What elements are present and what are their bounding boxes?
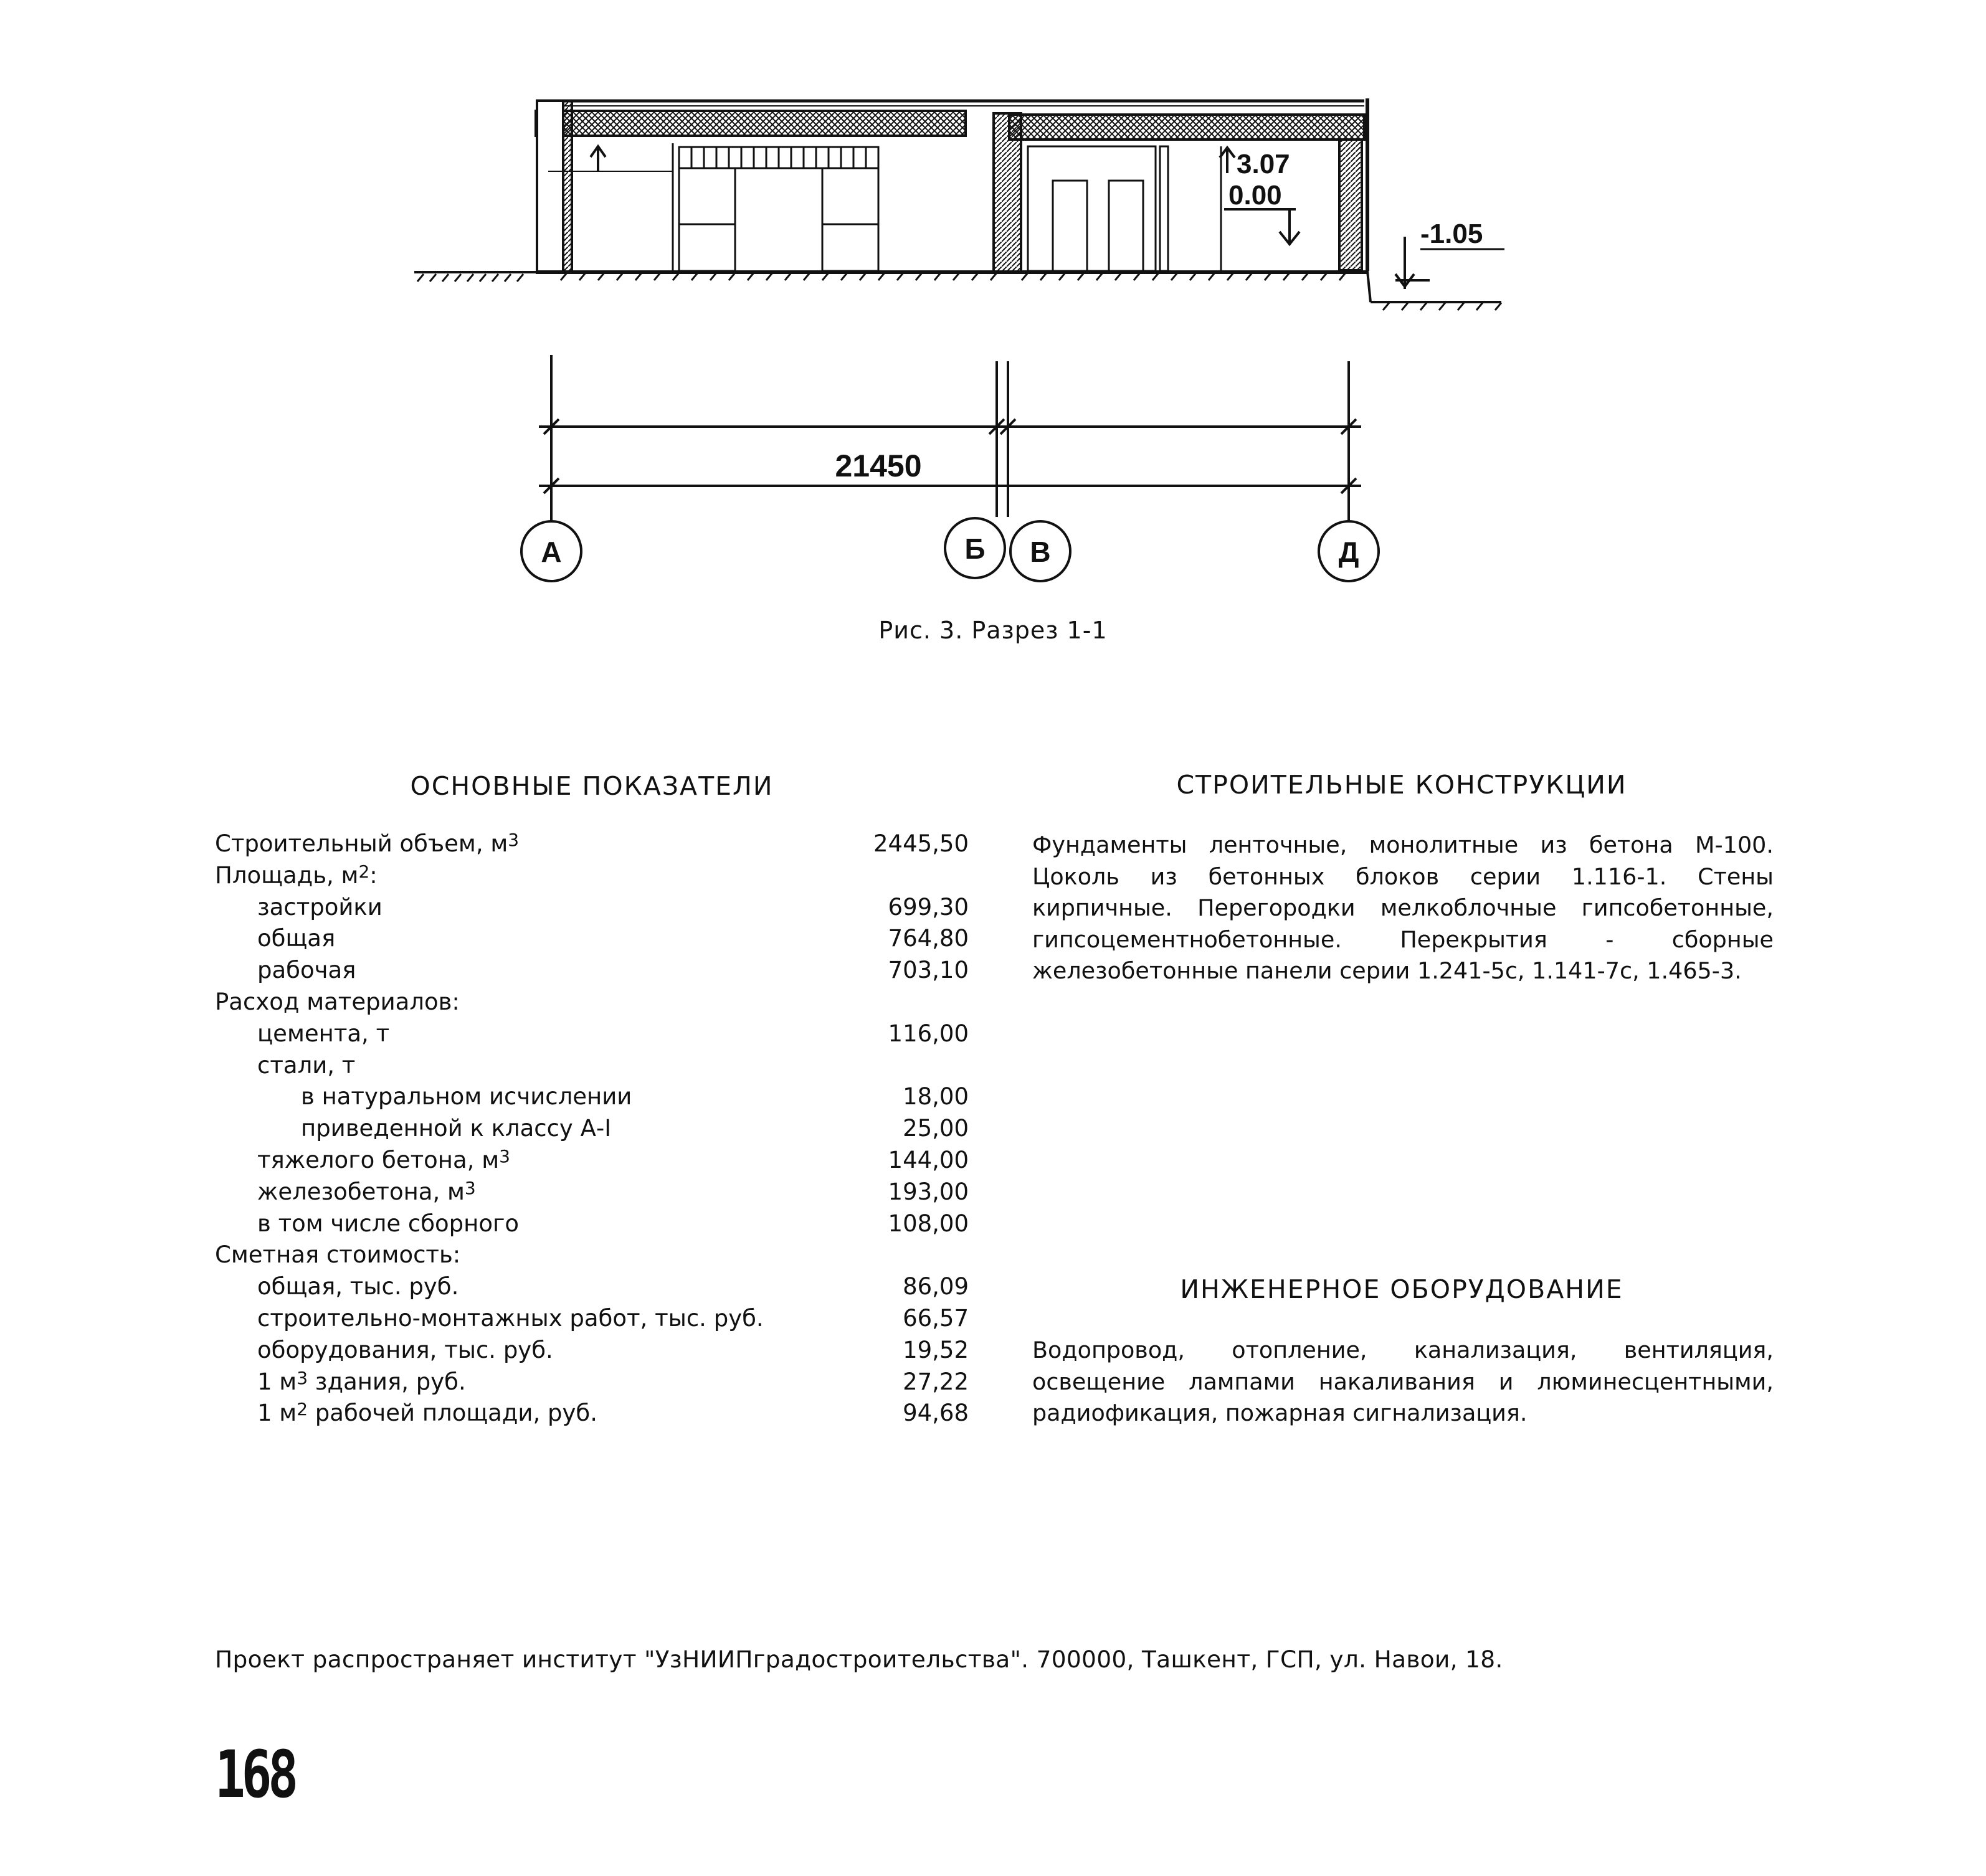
indicator-row — [215, 1081, 969, 1113]
indicator-row — [215, 1145, 969, 1177]
indicator-row — [215, 955, 969, 987]
section-drawing — [399, 87, 1520, 598]
indicator-label: рабочая — [257, 957, 356, 984]
constructions-heading: СТРОИТЕЛЬНЫЕ КОНСТРУКЦИИ — [1176, 770, 1627, 800]
indicator-label: общая, тыс. руб. — [257, 1273, 459, 1300]
elevation-label-zero: 0.00 — [1228, 180, 1282, 211]
dimension-lines — [539, 355, 1361, 536]
page-number: 168 — [215, 1736, 295, 1812]
ground-hatch — [417, 273, 1501, 310]
indicator-label: тяжелого бетона, $м^3$ — [257, 1145, 510, 1173]
indicator-label: Расход материалов: — [215, 988, 460, 1015]
indicator-label: в натуральном исчислении — [301, 1083, 632, 1111]
engineering-text: Водопровод, отопление, канализация, вентиляция, освещение лампами накаливания и люминесцентными, радиофикация, пожарная сигнализация. — [1032, 1337, 1774, 1426]
indicators-table — [215, 828, 969, 1429]
indicator-value: 18,00 — [903, 1083, 969, 1111]
indicator-row — [215, 1271, 969, 1303]
indicator-value: 25,00 — [903, 1115, 969, 1142]
indicator-value: 703,10 — [888, 957, 969, 984]
indicator-row — [215, 987, 969, 1018]
indicator-row — [215, 1113, 969, 1145]
indicator-value: 86,09 — [903, 1273, 969, 1300]
indicator-row — [215, 1367, 969, 1398]
indicator-row — [215, 1335, 969, 1367]
constructions-text: Фундаменты ленточные, монолитные из бетона М-100. Цоколь из бетонных блоков серии 1.116-1. Стены кирпичные. Перегородки мелкоблочные гипсобетонные, гипсоцементнобетонные. Перекрытия - сборные железобетонные панели серии 1.241-5с, 1.141-7с, 1.465-3. — [1032, 831, 1774, 984]
indicator-label: оборудования, тыс. руб. — [257, 1336, 553, 1363]
indicator-value: 108,00 — [888, 1210, 969, 1237]
indicator-label: приведенной к классу А-I — [301, 1115, 612, 1142]
indicator-value: 66,57 — [903, 1304, 969, 1332]
axis-label-v: В — [1030, 536, 1051, 568]
indicator-label: Строительный объем, $м^3$ — [215, 830, 520, 857]
indicator-value: 94,68 — [903, 1400, 969, 1427]
indicator-value: 144,00 — [888, 1146, 969, 1173]
elevation-label-ground: -1.05 — [1420, 219, 1483, 249]
indicator-value: 764,80 — [888, 925, 969, 952]
indicator-label: Площадь, $м^2$: — [215, 861, 378, 889]
indicator-label: железобетона, $м^3$ — [257, 1177, 476, 1205]
building-section — [414, 98, 1504, 302]
indicator-row — [215, 892, 969, 924]
footer-note: Проект распространяет институт "УзНИИПградостроительства". 700000, Ташкент, ГСП, ул. Навои, 18. — [215, 1646, 1503, 1673]
indicator-row — [215, 1398, 969, 1429]
figure-caption: Рис. 3. Разрез 1-1 — [878, 617, 1108, 644]
indicator-value: 27,22 — [903, 1368, 969, 1395]
indicator-row — [215, 923, 969, 955]
indicator-row — [215, 1303, 969, 1335]
axis-label-a: А — [541, 536, 562, 568]
axis-markers — [521, 518, 1379, 581]
elevation-label-top: 3.07 — [1237, 149, 1290, 179]
indicator-label: 1 $м^3$ здания, руб. — [257, 1367, 466, 1395]
indicator-row — [215, 860, 969, 892]
indicator-label: в том числе сборного — [257, 1210, 520, 1237]
indicator-label: застройки — [257, 893, 382, 921]
indicator-value: 2445,50 — [873, 830, 969, 857]
indicator-row — [215, 1177, 969, 1208]
axis-label-b: Б — [964, 533, 986, 565]
indicator-label: строительно-монтажных работ, тыс. руб. — [257, 1304, 764, 1332]
indicator-row — [215, 1018, 969, 1050]
indicator-value: 699,30 — [888, 893, 969, 921]
indicators-heading: ОСНОВНЫЕ ПОКАЗАТЕЛИ — [410, 771, 774, 801]
indicator-row — [215, 828, 969, 860]
indicator-row — [215, 1050, 969, 1082]
indicator-label: Сметная стоимость: — [215, 1241, 461, 1269]
indicator-row — [215, 1208, 969, 1240]
dimension-label: 21450 — [835, 448, 922, 483]
indicator-value: 193,00 — [888, 1178, 969, 1205]
indicator-label: 1 $м^2$ рабочей площади, руб. — [257, 1399, 597, 1427]
indicator-value: 19,52 — [903, 1336, 969, 1363]
indicator-label: стали, т — [257, 1051, 356, 1079]
indicator-row — [215, 1239, 969, 1271]
axis-label-d: Д — [1338, 536, 1359, 568]
indicator-value: 116,00 — [888, 1020, 969, 1047]
indicator-label: общая — [257, 925, 336, 952]
engineering-heading: ИНЖЕНЕРНОЕ ОБОРУДОВАНИЕ — [1180, 1274, 1623, 1304]
indicator-label: цемента, т — [257, 1020, 390, 1047]
